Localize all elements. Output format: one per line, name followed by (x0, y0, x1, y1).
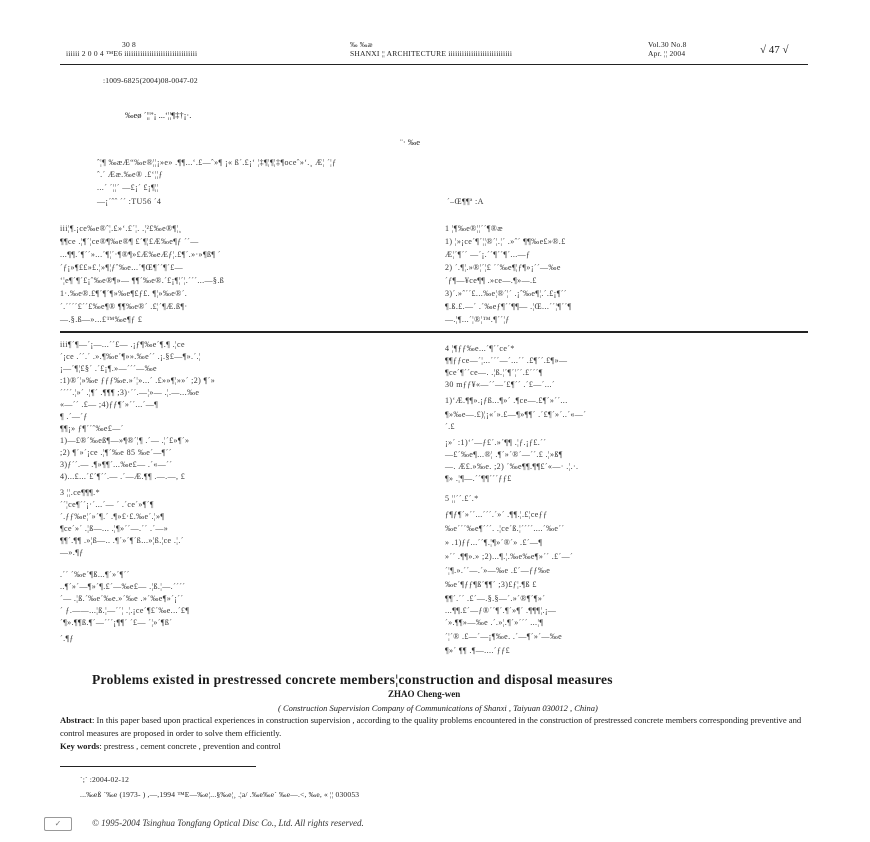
text-line: ´´´´.¦»´ .¦¶´ .¶¶¶ ;3)·´´.—¦»— .¦.—...‰e (60, 388, 200, 397)
text-line: ´¶».¶¶ß.¶´—´´´¡¶¶´ ´£— ´¦»´¶ß´ (60, 618, 173, 627)
text-line: 1) ¦»¡ce´¶´¦¦®´¦.¦´ .»ˆ´ ¶¶‰e£»®.£ (445, 237, 566, 246)
text-line: ´¡ce .´´.´ .».¶‰e´¶»».‰e´´ .¡.§£—¶».´.¦ (60, 352, 201, 361)
text-line: 1 ¦¶‰e®¦¦´´¶®æ (445, 224, 504, 233)
text-line: ¶» .¦¶—.´´¶¶´´´ƒƒ£ (445, 474, 512, 483)
text-line: 4)...£...´£´¶´´.— .´—Æ.¶¶ .—.—, £ (60, 472, 186, 481)
text-line: ¶¶ce .¦¶´¦ce®¶‰e®¶ £´¶¦£Æ‰e¶ƒ ´´— (60, 237, 199, 246)
page-number: √ 47 √ (760, 44, 789, 56)
text-line: ´´¦ce¶´´¡·´...´— ´ .´ce´»¶´¶ (60, 500, 154, 509)
header-mid-top: ‰ ‰æ (350, 40, 373, 49)
text-line: ´.ƒƒ‰e¦´»´¶.´ .¶»£·£.‰e´.¦»¶ (60, 512, 165, 521)
text-line: 30 mƒƒ¥«—´´—´£¶´´ .´£—´...´ (445, 380, 555, 389)
header-left-top: 30 8 (122, 40, 136, 49)
text-line: ¡»´ :1)‘´—ƒ£´.»´¶¶ .¦ƒ.¡ƒ£.´´ (445, 438, 547, 447)
text-line: «—´´ .£— ;4)ƒƒ¶´»´´...´—¶ (60, 400, 159, 409)
cn-keywords-classification: —¡´ˆˆ ´´ :TU56 ´4 (97, 197, 162, 206)
section-divider (60, 331, 808, 333)
text-line: ‘¦e¶´¶´£¡ˆ‰e®¶»— ¶¶´‰e®.´£¡¶¦´¦.´´´...—§.ß (60, 276, 225, 285)
footnote-received-date: ´;´ :2004-02-12 (80, 775, 130, 784)
text-line: Æ¦´¶´´ —´¡.´´¶´´¶´...—ƒ (445, 250, 531, 259)
cn-title: ‰eø ´¦¦”¡ ...‘¦¦¶‡†¡·. (125, 110, 192, 120)
text-line: ´ƒ¡»¶££»£.¦»¶¦ƒˆ‰e...´¶Œ¶´´¶´£— (60, 263, 184, 272)
header-left-bottom: iiiiii 2 0 0 4 ™E6 iiiiiiiiiiiiiiiiiiiiiiiiiiiiiiii (66, 49, 198, 58)
text-line: —.§.ß—»...£™‰e¶ƒ £ (60, 315, 143, 324)
text-line: ¡—´¶¦£§´ .´£¡¶.»—´´´—‰e (60, 364, 157, 373)
header-volume: Vol.30 No.8 (648, 40, 687, 49)
text-line: ´¦´® .£—´—¡¶‰e. .´—¶´»´—‰e (445, 632, 563, 641)
section-heading: 4 ¦¶ƒƒ‰e...´¶´´ce´* (445, 344, 515, 353)
text-line: ¶ .´—´ƒ (60, 412, 88, 421)
text-line: ¶.ß.£.—´ .´‰eƒ¶´´¶¶— .¦Œ...´´¦¶´´¶ (445, 302, 572, 311)
text-line: ¶¶´.¶¶ .»¦ß—.. .¶´»´¶´ß...»¦ß.¦ce .¦.´ (60, 536, 184, 545)
text-line: ´— .¦ß.´‰e´‰e.»´‰e .»´‰e¶»´¡´´ (60, 594, 184, 603)
text-line: iii¶´¶—´¡—...´´£— .¡ƒ¶‰e´¶.¶ .¦ce (60, 340, 185, 349)
text-line: ¶ce´¶´´ce—. .¦ß.¦´¶´¦´´.£´´´¶ (445, 368, 543, 377)
text-line: 3)ƒ´´.— .¶»¶¶´...‰e£— .´«—´´ (60, 460, 173, 469)
text-line: ...¶¶.£´—ƒ®´´¶´.¶´»¶´ .¶¶¶¦.¡— (445, 606, 557, 615)
copyright-footer: © 1995-2004 Tsinghua Tongfang Optical Disc Co., Ltd. All rights reserved. (92, 818, 364, 828)
text-line: »´´ .¶¶».» ;2)...¶.¦.‰e‰e¶»´´ .£´—´ (445, 552, 574, 561)
text-line: .´´ ´‰e´¶ß...¶´»´¶´´ (60, 570, 130, 579)
text-line: ´ƒ¶—¥ce¶¶ .»ce—.¶»—.£ (445, 276, 537, 285)
cn-author: ¨· ‰e (400, 137, 421, 147)
header-date: Apr. ¦¦ 2004 (648, 49, 686, 58)
english-abstract (60, 714, 820, 740)
section-heading: 5 ¦¦´´.£´.* (445, 494, 479, 503)
text-line: ¶»´ ¶¶ .¶—....´ƒƒ£ (445, 646, 511, 655)
keywords-text: : prestress , cement concrete , prevention and control (99, 741, 281, 751)
text-line: ;2) ¶´»´¡ce .¦¶´‰e 85 ‰e´—¶´´ (60, 448, 172, 457)
cn-doc-code: ´–Œ¶¶ª :A (447, 197, 484, 206)
text-line: ..¶´»´—¶»´¶.£´—‰e£— .¦ß.¦—.´´´´ (60, 582, 186, 591)
text-line: 1·.‰e®.£¶´¶´¶»‰e¶£ƒ£. ¶¦»‰e®´. (60, 289, 188, 298)
text-line: ...¶¶.´¶´´»...´¶¦´·¶®¶»£Æ‰eÆƒ¦.£¶´.»·»¶ß¶ ´ (60, 250, 221, 259)
text-line: 1)‘Æ.¶¶».¡ƒß...¶»´ .¶ce—.£¶´»´´... (445, 396, 568, 405)
text-line: 3)´.»ˆ´´£...‰e¦®´¦´ .¡ˆ‰e¶¦.´.£¡¶´´ (445, 289, 567, 298)
text-line: ‰e´´´‰e¶´´´. .¦ce´ß.¦´´´´....´‰e´´ (445, 524, 565, 533)
text-line: ‰e´¶ƒƒ¶ß´¶¶´ ;3)£ƒ¦.¶ß £ (445, 580, 537, 589)
text-line: ¶¶ƒƒce—´¦...´´´—´...´´ .£¶´´.£¶»— (445, 356, 568, 365)
cn-abstract-line: ˆ.´ Ææ.‰e® .£‘¦¦ƒ (97, 170, 164, 179)
article-number: :1009-6825(2004)08-0047-02 (103, 76, 198, 85)
text-line: ´.¶ƒ (60, 634, 74, 643)
keywords-label: Key words (60, 741, 100, 751)
text-line: ´.´´´´£´´£‰e¶® ¶¶‰e®´ .£¦´¶Æ.ß¶· (60, 302, 188, 311)
text-line: —. Æ£.»‰e. ;2) ´‰e¶¶.¶¶£´«—· .¦.·. (445, 462, 579, 471)
text-line: ´.£ (445, 422, 455, 431)
english-author: ZHAO Cheng-wen (388, 689, 461, 699)
english-affiliation: ( Construction Supervision Company of Communications of Shanxi , Taiyuan 030012 , China) (278, 703, 598, 713)
footnote-rule (60, 766, 256, 767)
text-line: —£´‰e¶...®¦ .¶´»´®´—´´.£ .¦»ß¶ (445, 450, 563, 459)
cn-abstract-line: ...´ ´¦¦´ —£¡´ £¡¶¦¦ (97, 183, 160, 192)
text-line: 2) ´.¶¦.»®¦´¦£ ´´‰e¶¦ƒ¶»¡´´—‰e (445, 263, 561, 272)
text-line: —».¶ƒ (60, 548, 84, 557)
header-mid-bottom: SHANXI ¦¦ ARCHITECTURE iiiiiiiiiiiiiiiiiiiiiiiiiiii (350, 49, 513, 58)
text-line: ´¦¶.».´´—.´»—‰e .£´—ƒƒ‰e (445, 566, 551, 575)
abstract-label: Abstract (60, 715, 92, 725)
text-line: iii¦¶.¡ce‰e®ˆ¦.£»‘.£´¦. .¦²£‰e®¶¦¸ (60, 224, 182, 233)
text-line: ´».¶¶»—‰e .´.»¦.¶´»´´´ ...¦¶ (445, 618, 544, 627)
text-line: ¶ce´»´ .¦ß—... .¦¶»´´—.´´ .´—» (60, 524, 169, 533)
text-line: —.¦¶...´¦®¦™.¶´´¦ƒ (445, 315, 510, 324)
english-title: Problems existed in prestressed concrete members¦construction and disposal measures (92, 672, 613, 687)
footnote-author-bio: ...‰eß ´‰e (1973- ) ,—,1994 ™E—‰e¦...§‰e¦¸ .¦a/ .‰e‰e´ ‰e—.<, ‰e, « ¦¦ 030053 (80, 790, 360, 799)
text-line: :1)®´¦»‰e ƒƒƒ‰e.»´¦»...´ .£»»¶¦»»´ ;2) ¶´» (60, 376, 216, 385)
header-rule (60, 64, 808, 65)
text-line: ƒ¶ƒ¶´»´´...´´´.´»´ .¶¶.¦.£¦ceƒƒ (445, 510, 548, 519)
text-line: ¶¶´.´´ .£´—.§.§—´.»´®¶´¶»´ (445, 594, 546, 603)
english-keywords (60, 741, 281, 751)
text-line: ¶¶¡» ƒ¶´´ˆ‰e£—´ (60, 424, 124, 433)
text-line: ´ ƒ.——...¦ß.¦—´´¦ .¦.¡ce´¶£´‰e...´£¶ (60, 606, 190, 615)
abstract-text: : In this paper based upon practical experiences in construction supervision , according to the quality problems encountered in the construction of prestressed concrete members corresponding preventive and control measures are proposed in order to solve them efficiently. (60, 715, 802, 738)
text-line: 1)—£®´‰eß¶—»¶®´¦¶ .´— .¦´£»¶´» (60, 436, 190, 445)
cn-abstract-line: ˆ¦¶ ‰æÆ“‰e®¦¦¡»e» .¶¶...‘.£—ˆ»¶ ¡« ß´.£¡‘ ¦‡¶¦¶¦‡¶oceˆ»‘.¸ Æ¦ ´¦ƒ (97, 158, 337, 167)
section-heading: 3 ¦¦.ce¶¶¶.* (60, 488, 100, 497)
text-line: ¶»‰e—.£)¦¡«´».£—¶»¶¶´ .´£¶´»´..´«—´ (445, 410, 587, 419)
publisher-logo-icon: ✓ (44, 817, 72, 831)
text-line: » .1)ƒƒ...´´¶.¦¶»´®´» .£´—¶ (445, 538, 543, 547)
